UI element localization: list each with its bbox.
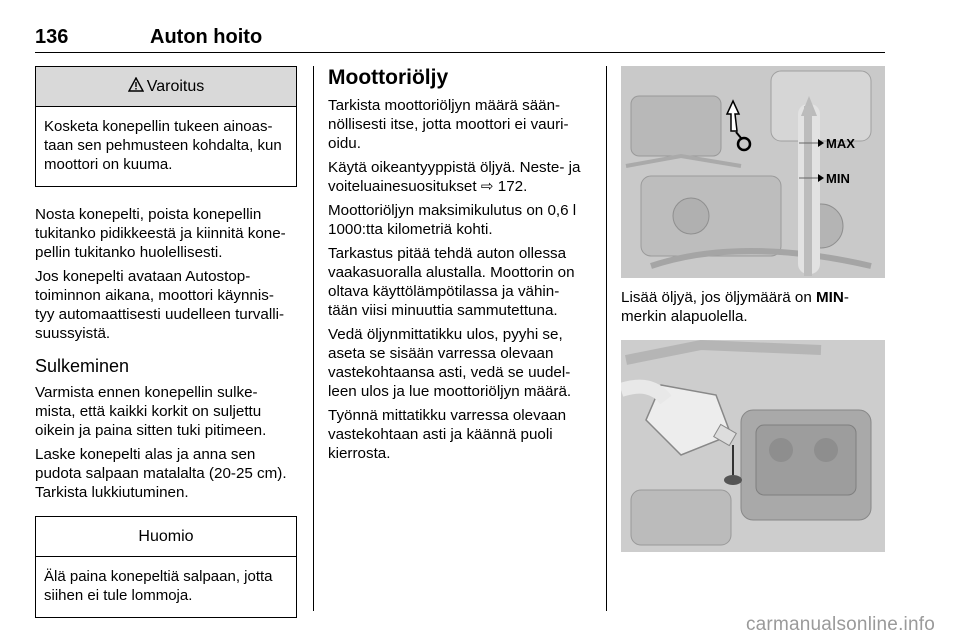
page-header: [35, 24, 885, 53]
paragraph: Tarkista moottoriöljyn määrä sään- nöllisesti itse, jotta moottori ei vauri- oidu.: [328, 97, 569, 152]
page-reference-arrow-icon: ⇨: [480, 178, 494, 195]
note-text: Älä paina konepeltiä salpaan, jotta siihen ei tule lommoja.: [44, 568, 273, 604]
caption-text: - merkin alapuolella.: [621, 289, 849, 325]
column-1: [35, 66, 297, 618]
paragraph: Tarkastus pitää tehdä auton ollessa vaakasuoralla alustalla. Moottorin on oltava käyttölämpötilassa ja vähin- tään viisi minuuttia sammutettuna.: [328, 245, 575, 319]
paragraph: Nosta konepelti, poista konepellin tukitanko pidikkeestä ja kiinnitä kone- pellin tukitanko huolellisesti.: [35, 206, 286, 261]
paragraph: Jos konepelti avataan Autostop- toiminnon aikana, moottori käynnis- tyy automaattisesti uudelleen turvalli- suussyistä.: [35, 268, 285, 342]
paragraph: Moottoriöljyn maksimikulutus on 0,6 l 1000:tta kilometriä kohti.: [328, 202, 577, 238]
section-heading: Moottoriöljy: [328, 66, 449, 89]
paragraph: Vedä öljynmittatikku ulos, pyyhi se, aseta se sisään varressa olevaan vastekohtaansa asti, vedä se uudel- leen ulos ja lue moottoriöljyn määrä.: [328, 326, 572, 400]
warning-triangle-icon: [128, 77, 144, 97]
oil-refill-illustration: [621, 340, 885, 552]
note-header: [36, 517, 296, 557]
page-title: Auton hoito: [150, 26, 263, 48]
warning-title: Varoitus: [146, 77, 205, 95]
section-subheading: Sulkeminen: [35, 356, 130, 376]
column-2: [328, 66, 592, 468]
caption-min-bold: MIN: [816, 289, 844, 306]
dipstick-illustration: [621, 66, 885, 278]
column-divider: [606, 66, 607, 611]
note-box: [35, 516, 297, 618]
oil-refill-drawing: [621, 340, 885, 552]
paragraph: Laske konepelti alas ja anna sen pudota salpaan matalalta (20-25 cm). Tarkista lukkiutuminen.: [35, 446, 287, 501]
page-number: 136: [35, 26, 69, 48]
column-3: [621, 66, 885, 552]
warning-box: [35, 66, 297, 187]
watermark: carmanualsonline.info: [745, 614, 935, 635]
column-divider: [313, 66, 314, 611]
paragraph: [328, 158, 592, 196]
max-label: MAX: [826, 136, 855, 151]
caption-text: Lisää öljyä, jos öljymäärä on: [621, 289, 817, 306]
warning-text: Kosketa konepellin tukeen ainoas- taan sen pehmusteen kohdalta, kun moottori on kuuma.: [44, 118, 282, 173]
paragraph-text: Käytä oikeantyyppistä öljyä. Neste- ja voiteluainesuositukset: [328, 159, 581, 195]
note-title: Huomio: [138, 527, 194, 545]
paragraph: Varmista ennen konepellin sulke- mista, että kaikki korkit on suljettu oikein ja paina sitten tuki pitimeen.: [35, 384, 267, 439]
engine-dipstick-drawing: [621, 66, 885, 278]
min-label: MIN: [826, 171, 850, 186]
warning-header: [36, 67, 296, 107]
paragraph: Työnnä mittatikku varressa olevaan vastekohtaan asti ja käännä puoli kierrosta.: [328, 407, 567, 462]
page-reference[interactable]: 172.: [497, 178, 528, 195]
image-caption: [621, 288, 885, 326]
